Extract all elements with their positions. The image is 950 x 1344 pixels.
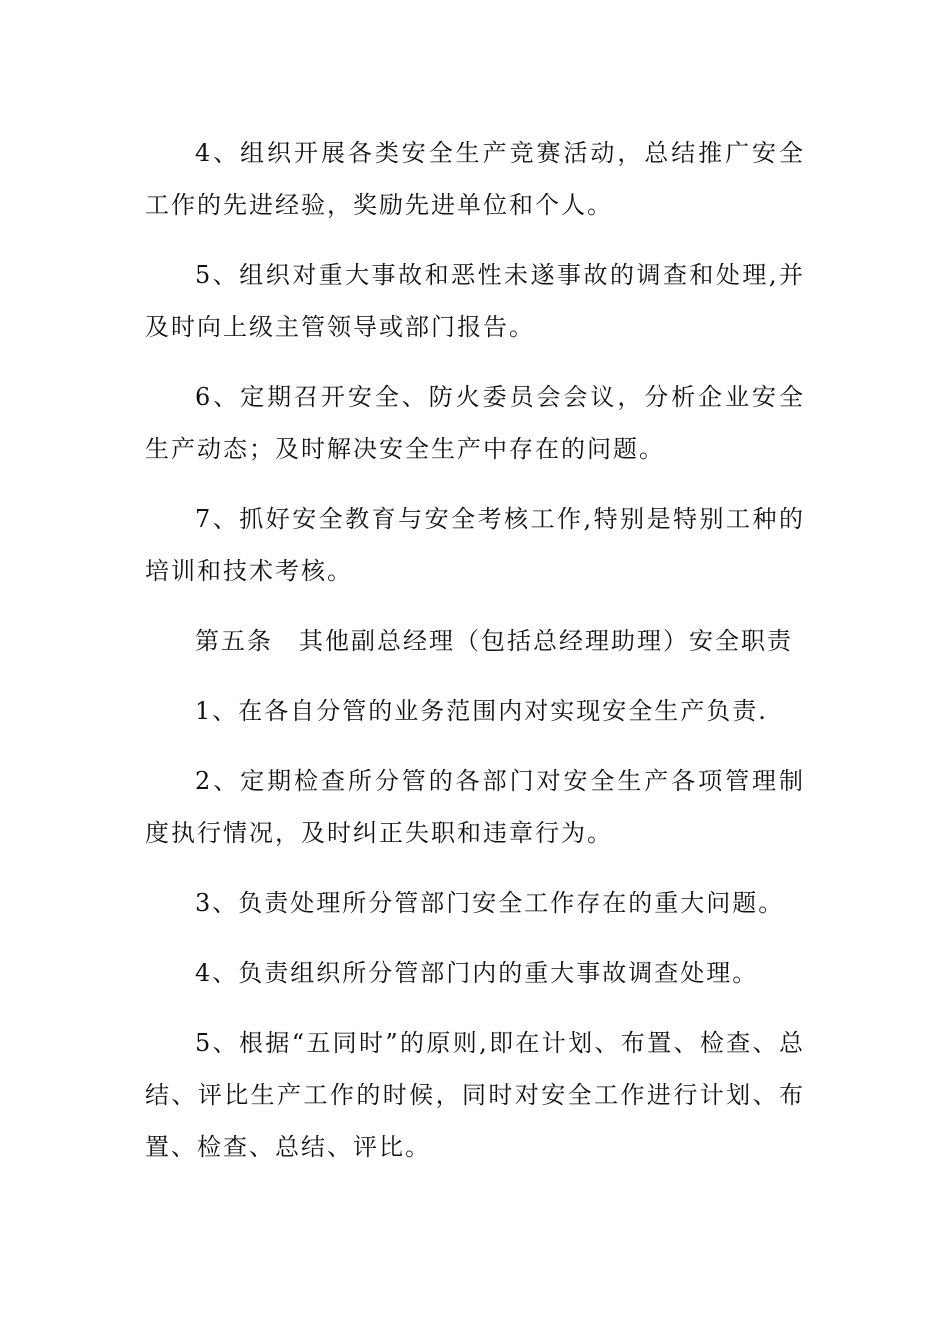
duty-item-1: 1、在各自分管的业务范围内对实现安全生产负责. bbox=[195, 697, 768, 725]
duty-item-2: 2、定期检查所分管的各部门对安全生产各项管理制度执行情况，及时纠正失职和违章行为。 bbox=[145, 767, 805, 847]
paragraph-item-7: 7、抓好安全教育与安全考核工作,特别是特别工种的培训和技术考核。 bbox=[145, 505, 805, 585]
paragraph-item-6: 6、定期召开安全、防火委员会会议，分析企业安全生产动态；及时解决安全生产中存在的问题。 bbox=[145, 383, 805, 463]
duty-item-5: 5、根据“五同时”的原则,即在计划、布置、检查、总结、评比生产工作的时候，同时对安全工作进行计划、布置、检查、总结、评比。 bbox=[145, 1029, 805, 1161]
paragraph-item-4: 4、组织开展各类安全生产竞赛活动，总结推广安全工作的先进经验，奖励先进单位和个人。 bbox=[145, 139, 805, 219]
duty-item-4: 4、负责组织所分管部门内的重大事故调查处理。 bbox=[195, 959, 759, 987]
paragraph-item-5: 5、组织对重大事故和恶性未遂事故的调查和处理,并及时向上级主管领导或部门报告。 bbox=[145, 261, 805, 341]
section-heading-article-5: 第五条 其他副总经理（包括总经理助理）安全职责 bbox=[195, 627, 793, 655]
duty-item-3: 3、负责处理所分管部门安全工作存在的重大问题。 bbox=[195, 889, 785, 917]
document-body bbox=[145, 127, 805, 1173]
